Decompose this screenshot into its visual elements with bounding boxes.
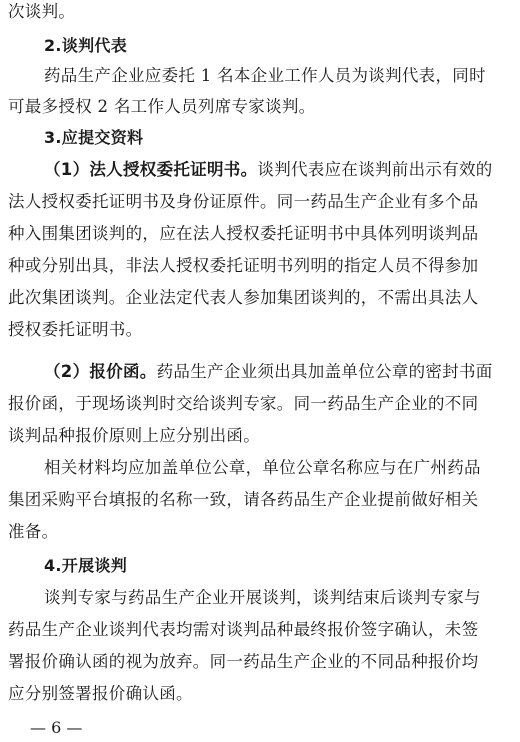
section-heading: 4.开展谈判 xyxy=(44,556,128,575)
body-line: 谈判品种报价原则上应分别出函。 xyxy=(8,426,260,445)
body-line: 药品生产企业应委托 1 名本企业工作人员为谈判代表，同时 xyxy=(44,66,486,85)
subsection-title: （2）报价函。 xyxy=(44,362,157,381)
body-text: 药品生产企业须出具加盖单位公章的密封书面 xyxy=(156,362,493,381)
body-text: 谈判代表应在谈判前出示有效的 xyxy=(257,160,493,179)
body-line: 次谈判。 xyxy=(8,2,76,21)
body-line: 报价函，于现场谈判时交给谈判专家。同一药品生产企业的不同 xyxy=(8,394,479,413)
body-line: 相关材料均应加盖单位公章，单位公章名称应与在广州药品 xyxy=(44,458,481,477)
body-line: 准备。 xyxy=(8,522,59,541)
body-line xyxy=(0,160,520,180)
body-line: 种或分别出具，非法人授权委托证明书列明的指定人员不得参加 xyxy=(8,256,479,275)
body-line: 法人授权委托证明书及身份证原件。同一药品生产企业有多个品 xyxy=(8,192,479,211)
body-line: 应分别签署报价确认函。 xyxy=(8,684,193,703)
body-line: 可最多授权 2 名工作人员列席专家谈判。 xyxy=(8,97,316,116)
body-line: 署报价确认函的视为放弃。同一药品生产企业的不同品种报价均 xyxy=(8,652,479,671)
body-line: 药品生产企业谈判代表均需对谈判品种最终报价签字确认，未签 xyxy=(8,620,479,639)
body-line: 集团采购平台填报的名称一致，请各药品生产企业提前做好相关 xyxy=(8,490,479,509)
section-heading: 3.应提交资料 xyxy=(44,128,144,147)
body-line xyxy=(0,362,520,382)
body-line: 谈判专家与药品生产企业开展谈判，谈判结束后谈判专家与 xyxy=(44,588,481,607)
section-heading: 2.谈判代表 xyxy=(44,36,128,55)
body-line: 此次集团谈判。企业法定代表人参加集团谈判的，不需出具法人 xyxy=(8,288,479,307)
subsection-title: （1）法人授权委托证明书。 xyxy=(44,160,258,179)
body-line: 种入围集团谈判的，应在法人授权委托证明书中具体列明谈判品 xyxy=(8,224,479,243)
page-number: — 6 — xyxy=(30,718,83,737)
body-line: 授权委托证明书。 xyxy=(8,320,143,339)
